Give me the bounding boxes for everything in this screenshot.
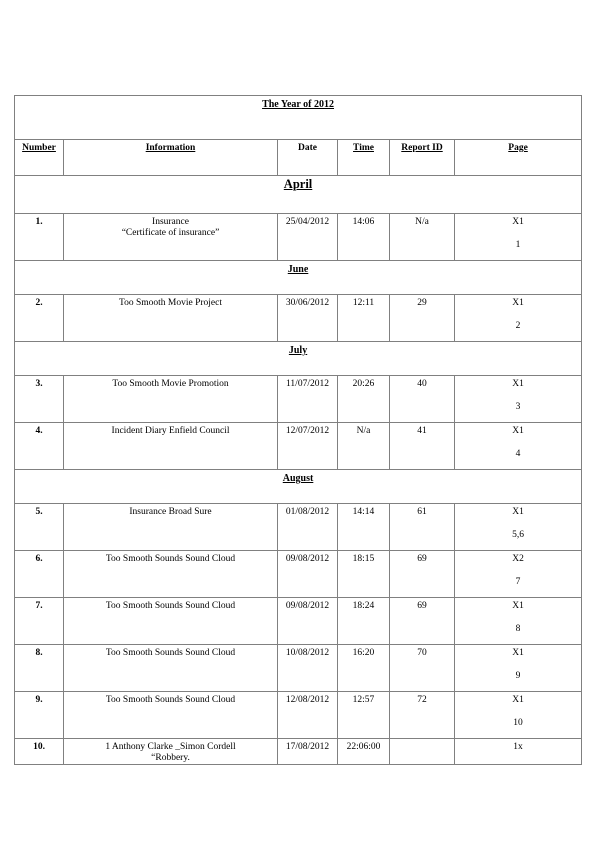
row-page — [455, 376, 582, 423]
page-ref: X1 — [512, 217, 524, 227]
page-ref: X1 — [512, 379, 524, 389]
page-ref: X2 — [512, 554, 524, 564]
row-date: 09/08/2012 — [278, 598, 338, 645]
row-report-id: 40 — [390, 376, 455, 423]
row-page — [455, 645, 582, 692]
month-label: August — [15, 470, 582, 504]
page-number: 2 — [515, 321, 521, 331]
row-report-id: 72 — [390, 692, 455, 739]
row-number: 3. — [15, 376, 64, 423]
row-report-id: 70 — [390, 645, 455, 692]
row-number: 7. — [15, 598, 64, 645]
row-information: Too Smooth Sounds Sound Cloud — [64, 692, 278, 739]
row-report-id — [390, 739, 455, 765]
table-title: The Year of 2012 — [15, 96, 582, 140]
row-number: 1. — [15, 214, 64, 261]
row-information: Incident Diary Enfield Council — [64, 423, 278, 470]
row-number: 4. — [15, 423, 64, 470]
row-number: 9. — [15, 692, 64, 739]
row-date: 17/08/2012 — [278, 739, 338, 765]
row-date: 12/08/2012 — [278, 692, 338, 739]
row-time: 22:06:00 — [338, 739, 390, 765]
row-time: 18:24 — [338, 598, 390, 645]
row-time: 16:20 — [338, 645, 390, 692]
page-number: 3 — [515, 402, 521, 412]
table-row — [15, 739, 582, 765]
row-number: 6. — [15, 551, 64, 598]
row-date: 09/08/2012 — [278, 551, 338, 598]
month-label: June — [15, 261, 582, 295]
table-row — [15, 551, 582, 598]
table-row — [15, 645, 582, 692]
index-table — [14, 95, 582, 765]
header-page: Page — [455, 140, 582, 176]
row-information — [64, 739, 278, 765]
row-page — [455, 598, 582, 645]
row-information: Too Smooth Movie Promotion — [64, 376, 278, 423]
row-page: 1x — [455, 739, 582, 765]
row-page — [455, 295, 582, 342]
row-time: 20:26 — [338, 376, 390, 423]
row-number: 8. — [15, 645, 64, 692]
header-information: Information — [64, 140, 278, 176]
page-ref: X1 — [512, 507, 524, 517]
info-line-2: “Certificate of insurance” — [121, 228, 220, 238]
row-information: Too Smooth Sounds Sound Cloud — [64, 598, 278, 645]
month-row-june — [15, 261, 582, 295]
row-information — [64, 214, 278, 261]
page-number: 5,6 — [512, 530, 524, 540]
page-ref: X1 — [512, 298, 524, 308]
row-number: 2. — [15, 295, 64, 342]
row-page — [455, 423, 582, 470]
row-report-id: N/a — [390, 214, 455, 261]
header-time: Time — [338, 140, 390, 176]
row-time: 12:57 — [338, 692, 390, 739]
row-time: 14:14 — [338, 504, 390, 551]
month-row-july — [15, 342, 582, 376]
row-report-id: 41 — [390, 423, 455, 470]
header-report-id: Report ID — [390, 140, 455, 176]
month-label: July — [15, 342, 582, 376]
page-number: 8 — [515, 624, 521, 634]
row-date: 25/04/2012 — [278, 214, 338, 261]
row-information: Too Smooth Sounds Sound Cloud — [64, 645, 278, 692]
page-ref: X1 — [512, 695, 524, 705]
header-date: Date — [278, 140, 338, 176]
page-ref: X1 — [512, 648, 524, 658]
info-line-2: “Robbery. — [151, 753, 190, 763]
row-page — [455, 214, 582, 261]
month-label: April — [15, 176, 582, 214]
row-page — [455, 504, 582, 551]
info-line: Insurance — [152, 217, 189, 227]
table-row — [15, 214, 582, 261]
row-information: Too Smooth Sounds Sound Cloud — [64, 551, 278, 598]
table-row — [15, 598, 582, 645]
table-row — [15, 504, 582, 551]
row-time: 18:15 — [338, 551, 390, 598]
page-ref: X1 — [512, 426, 524, 436]
page-ref: X1 — [512, 601, 524, 611]
row-date: 10/08/2012 — [278, 645, 338, 692]
row-number: 10. — [15, 739, 64, 765]
row-report-id: 69 — [390, 551, 455, 598]
title-row — [15, 96, 582, 140]
month-row-august — [15, 470, 582, 504]
table-row — [15, 423, 582, 470]
row-time: N/a — [338, 423, 390, 470]
row-time: 12:11 — [338, 295, 390, 342]
info-line: 1 Anthony Clarke _Simon Cordell — [105, 742, 236, 752]
row-information: Insurance Broad Sure — [64, 504, 278, 551]
header-row — [15, 140, 582, 176]
page-number: 10 — [513, 718, 523, 728]
row-page — [455, 692, 582, 739]
row-date: 11/07/2012 — [278, 376, 338, 423]
row-time: 14:06 — [338, 214, 390, 261]
row-date: 01/08/2012 — [278, 504, 338, 551]
row-report-id: 61 — [390, 504, 455, 551]
page-number: 1 — [515, 240, 521, 250]
header-number: Number — [15, 140, 64, 176]
table-row — [15, 376, 582, 423]
row-report-id: 29 — [390, 295, 455, 342]
row-information: Too Smooth Movie Project — [64, 295, 278, 342]
row-report-id: 69 — [390, 598, 455, 645]
page-number: 7 — [515, 577, 521, 587]
table-row — [15, 295, 582, 342]
row-number: 5. — [15, 504, 64, 551]
row-page — [455, 551, 582, 598]
row-date: 12/07/2012 — [278, 423, 338, 470]
page-number: 4 — [515, 449, 521, 459]
month-row-april — [15, 176, 582, 214]
table-row — [15, 692, 582, 739]
page-number: 9 — [515, 671, 521, 681]
row-date: 30/06/2012 — [278, 295, 338, 342]
